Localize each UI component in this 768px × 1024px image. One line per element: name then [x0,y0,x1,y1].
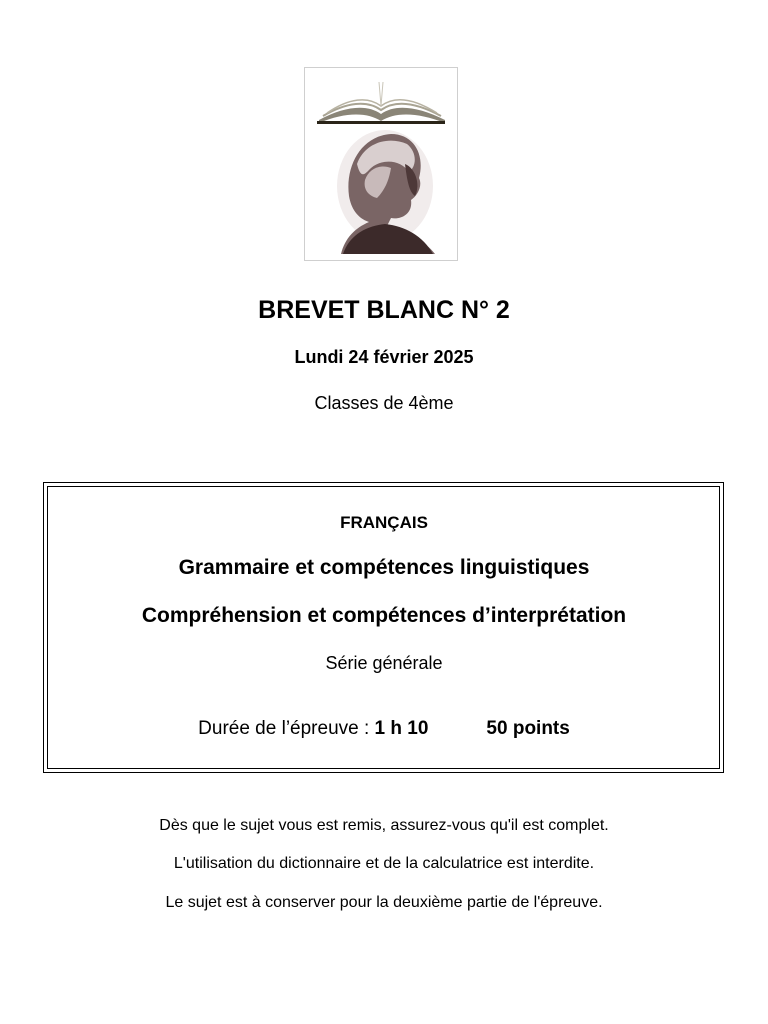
subject-title: FRANÇAIS [340,513,428,532]
exam-part-2: Compréhension et compétences d’interprétation [141,604,627,627]
points-value: 50 points [486,718,570,739]
exam-duration-line [0,717,768,741]
page-title: BREVET BLANC N° 2 [258,296,510,324]
instruction-no-dictionary: L'utilisation du dictionnaire et de la calculatrice est interdite. [173,855,595,872]
duration-value: 1 h 10 [374,718,429,739]
duration-label: Durée de l’épreuve : [198,718,370,739]
exam-series: Série générale [325,653,443,673]
exam-date: Lundi 24 février 2025 [294,347,474,367]
school-logo [304,67,458,261]
open-book-and-portrait-icon [305,68,457,260]
instruction-complete: Dès que le sujet vous est remis, assurez-vous qu'il est complet. [159,817,609,834]
instruction-keep-subject: Le sujet est à conserver pour la deuxième partie de l'épreuve. [165,894,603,911]
exam-part-1: Grammaire et compétences linguistiques [178,556,590,579]
class-level: Classes de 4ème [314,393,454,413]
